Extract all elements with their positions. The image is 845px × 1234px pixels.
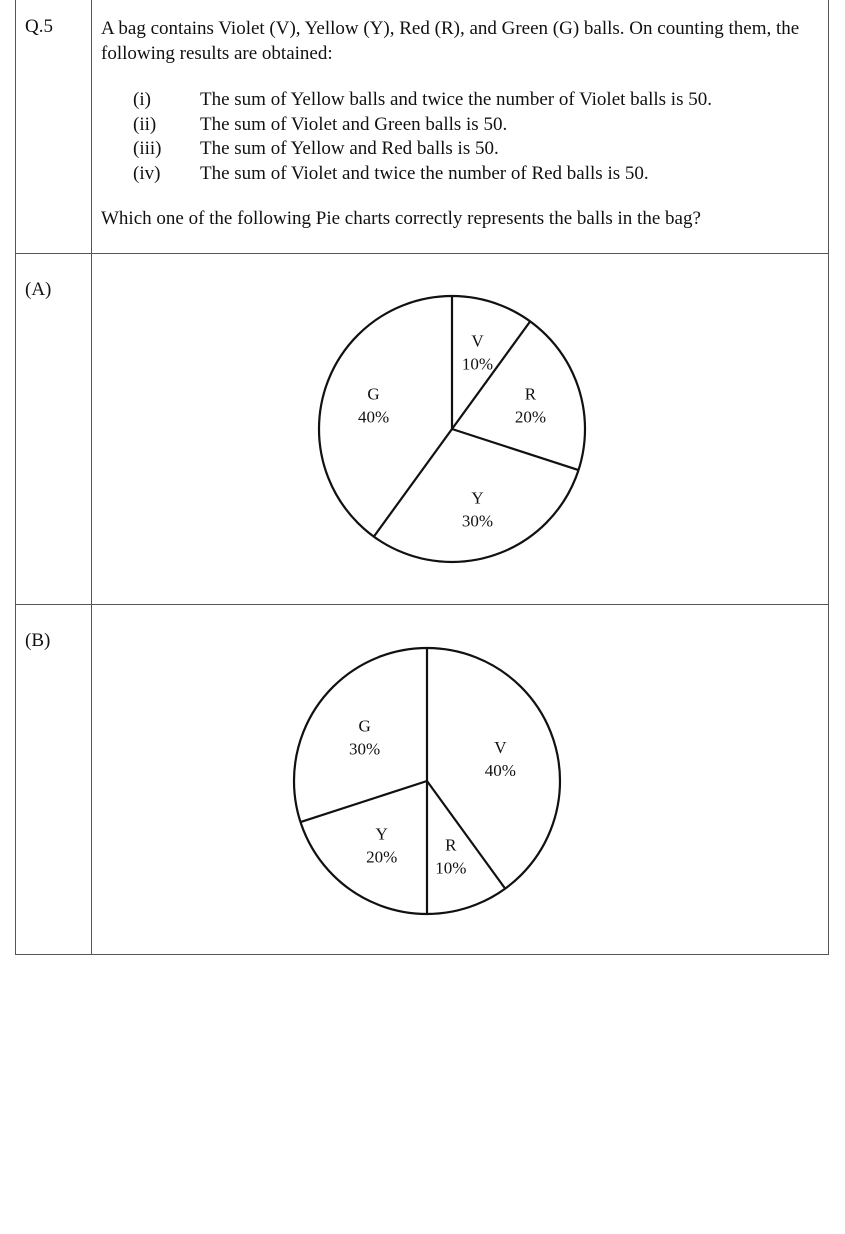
option-a-label[interactable]: (A) <box>25 279 52 300</box>
condition-text: The sum of Violet and Green balls is 50. <box>200 114 508 135</box>
pie-slice-percent-r: 20% <box>514 407 547 427</box>
pie-slice-letter-g: G <box>367 384 380 404</box>
pie-slice-letter-y: Y <box>471 488 484 508</box>
condition-item <box>133 137 823 161</box>
condition-text: The sum of Violet and twice the number of Red balls is 50. <box>200 163 649 184</box>
pie-slice-percent-y: 20% <box>366 847 398 867</box>
condition-number: (ii) <box>133 114 157 135</box>
pie-slice-letter-v: V <box>494 738 507 758</box>
option-b-label[interactable]: (B) <box>25 630 51 651</box>
pie-slice-letter-v: V <box>471 331 484 351</box>
pie-slice-percent-y: 30% <box>461 511 494 531</box>
pie-slice-letter-g: G <box>358 716 371 736</box>
condition-text: The sum of Yellow and Red balls is 50. <box>200 138 499 159</box>
question-prompt: Which one of the following Pie charts correctly represents the balls in the bag? <box>101 208 701 229</box>
condition-text: The sum of Yellow balls and twice the number of Violet balls is 50. <box>200 89 712 110</box>
pie-slice-percent-r: 10% <box>435 858 467 878</box>
pie-slice-letter-r: R <box>524 384 537 404</box>
condition-number: (i) <box>133 89 151 110</box>
condition-item <box>133 88 823 112</box>
condition-number: (iii) <box>133 138 162 159</box>
pie-chart-option-b[interactable] <box>291 645 563 917</box>
row-divider-option-a <box>15 604 829 605</box>
question-text: A bag contains Violet (V), Yellow (Y), Red (R), and Green (G) balls. On counting them, the following results are obtained: <box>101 18 800 64</box>
condition-item <box>133 162 823 186</box>
pie-slice-percent-v: 10% <box>461 354 494 374</box>
question-number: Q.5 <box>25 16 53 37</box>
pie-slice-letter-r: R <box>445 835 457 855</box>
column-divider <box>91 0 92 955</box>
row-divider-question <box>15 253 829 254</box>
pie-slice-percent-v: 40% <box>484 761 516 781</box>
condition-number: (iv) <box>133 163 161 184</box>
pie-slice-percent-g: 40% <box>357 407 390 427</box>
pie-chart-option-a[interactable] <box>316 293 588 565</box>
pie-slice-letter-y: Y <box>375 824 388 844</box>
condition-item <box>133 113 823 137</box>
pie-slice-percent-g: 30% <box>349 739 381 759</box>
